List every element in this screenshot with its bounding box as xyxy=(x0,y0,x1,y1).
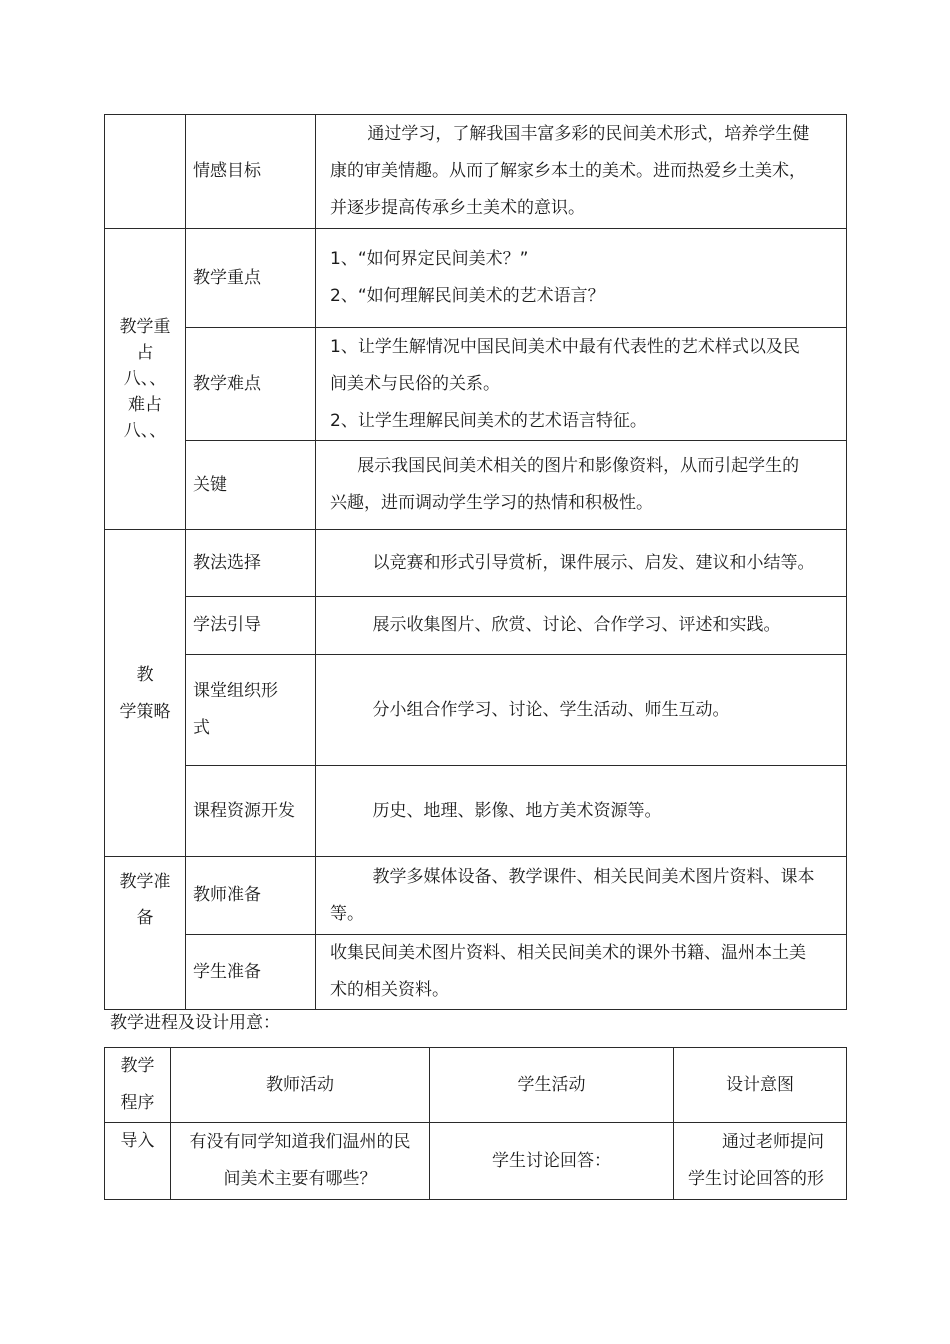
text-line: 并逐步提高传承乡土美术的意识。 xyxy=(330,198,585,218)
text-line: 通过学习，了解我国丰富多彩的民间美术形式，培养学生健 xyxy=(367,124,810,144)
affective-goal-label: 情感目标 xyxy=(186,115,316,229)
row-key xyxy=(105,441,847,530)
process-header-row xyxy=(105,1048,847,1123)
difficult-points-text xyxy=(316,328,847,441)
section-caption: 教学进程及设计用意： xyxy=(110,1013,280,1033)
teaching-process-table xyxy=(104,1047,847,1200)
teacher-activity-intro: 有没有同学知道我们温州的民 间美术主要有哪些？ xyxy=(171,1123,430,1200)
class-organization-text: 分小组合作学习、讨论、学生活动、师生互动。 xyxy=(316,655,847,766)
row-student-preparation xyxy=(105,935,847,1010)
text-line: 教学多媒体设备、教学课件、相关民间美术图片资料、课本 xyxy=(372,866,815,887)
row-teaching-method xyxy=(105,530,847,597)
class-organization-label: 课堂组织形 式 xyxy=(186,655,316,766)
text-line: 2、“如何理解民间美术的艺术语言？ xyxy=(330,286,605,306)
affective-goal-text xyxy=(316,115,847,229)
student-activity-intro: 学生讨论回答： xyxy=(430,1123,674,1200)
learning-guide-label: 学法引导 xyxy=(186,597,316,655)
header-student-activity: 学生活动 xyxy=(430,1048,674,1123)
text-line: 收集民间美术图片资料、相关民间美术的课外书籍、温州本土美 xyxy=(330,943,806,963)
text-line: 术的相关资料。 xyxy=(330,980,449,1000)
teaching-method-label: 教法选择 xyxy=(186,530,316,597)
design-intent-intro: 通过老师提问 学生讨论回答的形 xyxy=(674,1123,847,1200)
row-affective-goal xyxy=(105,115,847,229)
row-difficult-points xyxy=(105,328,847,441)
key-text xyxy=(316,441,847,530)
header-procedure: 教学 程序 xyxy=(105,1048,171,1123)
text-line: 兴趣，进而调动学生学习的热情和积极性。 xyxy=(330,493,653,513)
row-teacher-preparation xyxy=(105,857,847,935)
strategy-group-label: 教 学策略 xyxy=(105,530,186,857)
process-row-intro xyxy=(105,1123,847,1200)
header-design-intent: 设计意图 xyxy=(674,1048,847,1123)
blank-group-cell xyxy=(105,115,186,229)
key-label: 关键 xyxy=(186,441,316,530)
text-line: 1、“如何界定民间美术？” xyxy=(330,249,529,269)
row-learning-guide xyxy=(105,597,847,655)
student-preparation-text xyxy=(316,935,847,1010)
row-course-resources xyxy=(105,766,847,857)
key-points-label: 教学重点 xyxy=(186,229,316,328)
text-line: 间美术与民俗的关系。 xyxy=(330,373,500,394)
course-resources-text: 历史、地理、影像、地方美术资源等。 xyxy=(316,766,847,857)
key-difficult-group-label: 教学重 占 八、、 难占 八、、 xyxy=(105,229,186,530)
row-class-organization xyxy=(105,655,847,766)
teaching-method-text: 以竞赛和形式引导赏析，课件展示、启发、建议和小结等。 xyxy=(316,530,847,597)
teacher-preparation-label: 教师准备 xyxy=(186,857,316,935)
header-teacher-activity: 教师活动 xyxy=(171,1048,430,1123)
text-line: 等。 xyxy=(330,903,364,924)
procedure-intro: 导入 xyxy=(105,1123,171,1200)
student-preparation-label: 学生准备 xyxy=(186,935,316,1010)
difficult-points-label: 教学难点 xyxy=(186,328,316,441)
teacher-preparation-text xyxy=(316,857,847,935)
text-line: 康的审美情趣。从而了解家乡本土的美术。进而热爱乡土美术， xyxy=(330,161,806,181)
preparation-group-label: 教学准 备 xyxy=(105,857,186,1010)
teaching-design-table xyxy=(104,114,847,1010)
key-points-text xyxy=(316,229,847,328)
text-line: 展示我国民间美术相关的图片和影像资料，从而引起学生的 xyxy=(357,456,800,476)
row-key-points xyxy=(105,229,847,328)
text-line: 2、让学生理解民间美术的艺术语言特征。 xyxy=(330,410,647,431)
text-line: 1、让学生解情况中国民间美术中最有代表性的艺术样式以及民 xyxy=(330,336,800,357)
course-resources-label: 课程资源开发 xyxy=(186,766,316,857)
learning-guide-text: 展示收集图片、欣赏、讨论、合作学习、评述和实践。 xyxy=(316,597,847,655)
